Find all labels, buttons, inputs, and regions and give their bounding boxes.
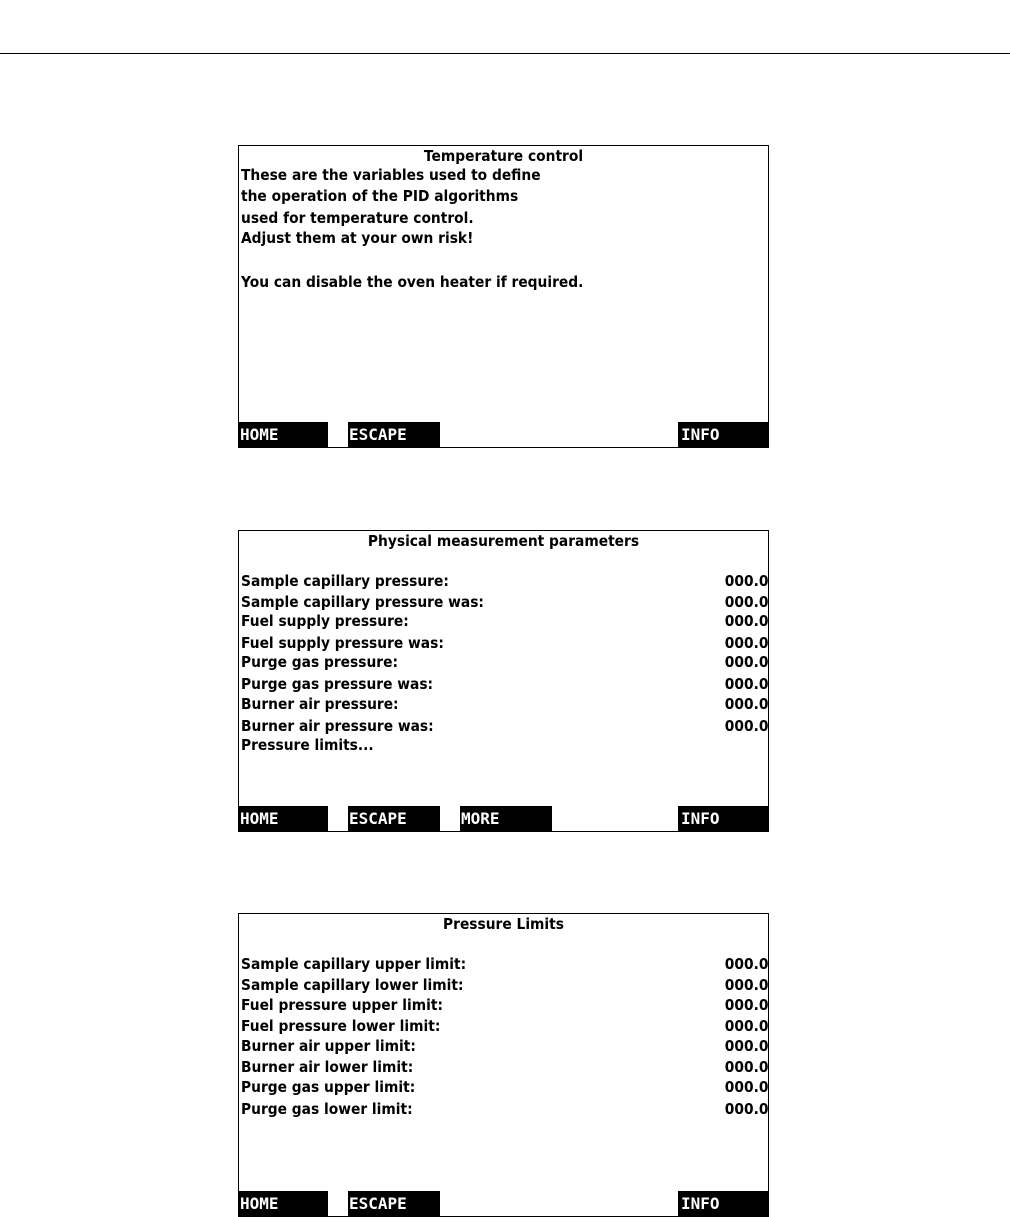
parameter-row[interactable] [241,695,768,713]
home-button[interactable]: HOME [239,806,328,831]
limit-value: 000.0 [724,1017,768,1035]
limit-row[interactable] [241,1058,768,1076]
pressure-limits-link[interactable]: Pressure limits... [241,736,374,754]
parameter-value: 000.0 [724,695,768,713]
info-button[interactable]: INFO [678,806,768,831]
limit-row[interactable] [241,1037,768,1055]
escape-button[interactable]: ESCAPE [348,806,440,831]
parameter-label: Fuel supply pressure: [241,612,409,630]
limit-row[interactable] [241,955,768,973]
parameter-row[interactable] [241,653,768,671]
physical-measurement-screen [238,530,769,832]
parameter-value: 000.0 [724,593,768,611]
parameter-label: Sample capillary pressure was: [241,593,484,611]
escape-button[interactable]: ESCAPE [348,422,440,447]
parameter-label: Purge gas pressure was: [241,675,434,693]
info-line: used for temperature control. [241,209,474,227]
limit-value: 000.0 [724,1078,768,1096]
limit-row[interactable] [241,976,768,994]
parameter-value: 000.0 [724,653,768,671]
parameter-row[interactable] [241,717,768,735]
info-line: the operation of the PID algorithms [241,187,519,205]
screen-title: Physical measurement parameters [367,532,640,550]
limit-row[interactable] [241,1078,768,1096]
limit-value: 000.0 [724,996,768,1014]
limit-label: Fuel pressure lower limit: [241,1017,441,1035]
parameter-row[interactable] [241,612,768,630]
home-button[interactable]: HOME [239,1191,328,1216]
parameter-label: Burner air pressure was: [241,717,434,735]
info-line: Adjust them at your own risk! [241,229,474,247]
limit-row[interactable] [241,1017,768,1035]
parameter-row[interactable] [241,593,768,611]
limit-label: Fuel pressure upper limit: [241,996,443,1014]
parameter-value: 000.0 [724,634,768,652]
parameter-label: Fuel supply pressure was: [241,634,444,652]
limit-value: 000.0 [724,1058,768,1076]
home-button[interactable]: HOME [239,422,328,447]
parameter-row[interactable] [241,675,768,693]
more-button[interactable]: MORE [460,806,552,831]
info-button[interactable]: INFO [678,1191,768,1216]
top-rule [0,53,1010,54]
limit-label: Purge gas lower limit: [241,1100,413,1118]
screen-title: Pressure Limits [443,915,564,933]
pressure-limits-screen [238,913,769,1217]
limit-value: 000.0 [724,1100,768,1118]
limit-label: Burner air lower limit: [241,1058,414,1076]
limit-label: Purge gas upper limit: [241,1078,416,1096]
info-line: You can disable the oven heater if required. [241,273,584,291]
limit-value: 000.0 [724,976,768,994]
screen-title: Temperature control [423,147,584,165]
parameter-value: 000.0 [724,612,768,630]
temperature-control-screen [238,145,769,448]
limit-value: 000.0 [724,1037,768,1055]
limit-row[interactable] [241,1100,768,1118]
parameter-value: 000.0 [724,572,768,590]
parameter-value: 000.0 [724,717,768,735]
limit-value: 000.0 [724,955,768,973]
parameter-value: 000.0 [724,675,768,693]
parameter-row[interactable] [241,572,768,590]
limit-label: Sample capillary upper limit: [241,955,467,973]
limit-label: Sample capillary lower limit: [241,976,464,994]
limit-row[interactable] [241,996,768,1014]
parameter-label: Purge gas pressure: [241,653,398,671]
info-line: These are the variables used to define [241,166,541,184]
parameter-label: Burner air pressure: [241,695,399,713]
limit-label: Burner air upper limit: [241,1037,416,1055]
escape-button[interactable]: ESCAPE [348,1191,440,1216]
info-button[interactable]: INFO [678,422,768,447]
parameter-label: Sample capillary pressure: [241,572,449,590]
parameter-row[interactable] [241,634,768,652]
